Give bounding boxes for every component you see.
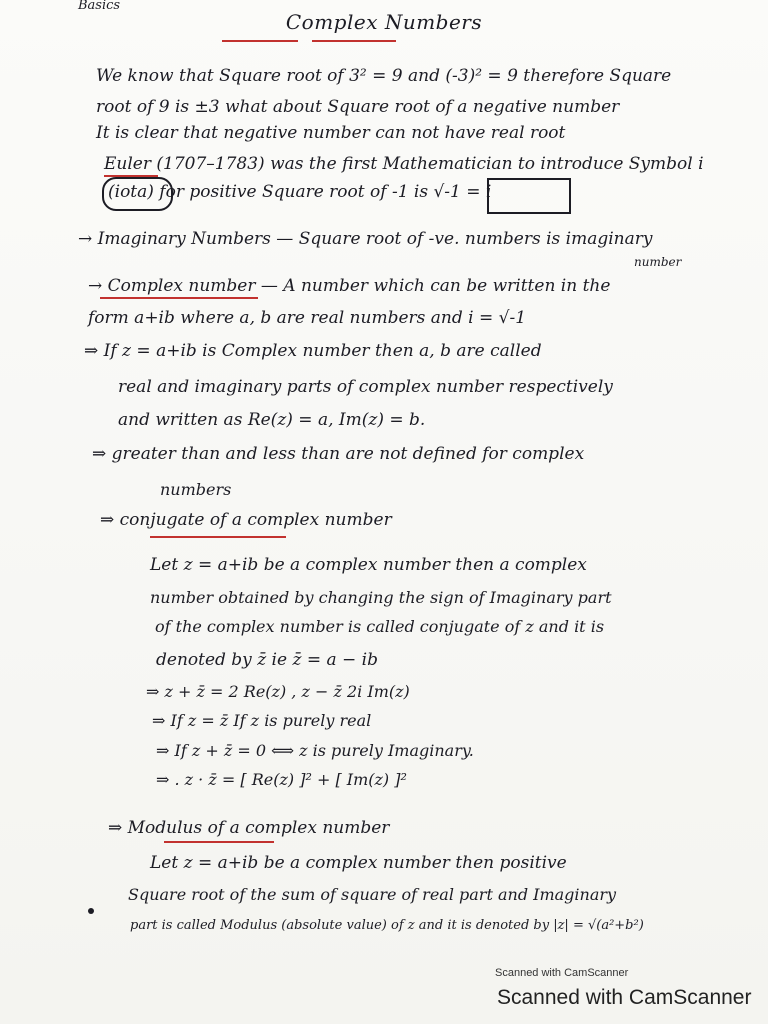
note-line: denoted by z̄ ie z̄ = a − ib: [156, 650, 378, 670]
note-line: ⇒ conjugate of a complex number: [100, 510, 392, 530]
corner-label: Basics: [78, 0, 121, 13]
note-line: → Complex number — A number which can be written in the: [88, 276, 611, 296]
note-line: of the complex number is called conjugate of z and it is: [155, 617, 605, 636]
note-line: form a+ib where a, b are real numbers and i = √-1: [88, 308, 527, 328]
note-line: Euler (1707–1783) was the first Mathematician to introduce Symbol i: [104, 154, 704, 174]
note-line: It is clear that negative number can not have real root: [96, 123, 566, 143]
note-line: root of 9 is ±3 what about Square root of a negative number: [96, 97, 620, 117]
note-line: ⇒ . z · z̄ = [ Re(z) ]² + [ Im(z) ]²: [156, 770, 407, 789]
note-line: numbers: [160, 480, 232, 499]
margin-dot: [88, 908, 94, 914]
title-underline: [312, 40, 396, 42]
conjugate-underline: [150, 536, 286, 538]
note-line: Square root of the sum of square of real part and Imaginary: [128, 885, 617, 904]
iota-circle: [102, 177, 173, 211]
note-line: ⇒ Modulus of a complex number: [108, 818, 390, 838]
note-line: number obtained by changing the sign of Imaginary part: [150, 588, 612, 607]
note-line: part is called Modulus (absolute value) of z and it is denoted by |z| = √(a²+b²): [130, 918, 644, 933]
note-line: ⇒ z + z̄ = 2 Re(z) , z − z̄ 2i Im(z): [146, 682, 410, 701]
note-line: ⇒ If z + z̄ = 0 ⟺ z is purely Imaginary.: [156, 741, 474, 760]
note-line: ⇒ If z = z̄ If z is purely real: [152, 711, 372, 730]
page-title: Complex Numbers: [285, 10, 483, 34]
modulus-underline: [164, 841, 274, 843]
note-line: ⇒ greater than and less than are not defined for complex: [92, 444, 585, 464]
note-line: Let z = a+ib be a complex number then positive: [150, 853, 567, 873]
complex-underline: [100, 297, 258, 299]
note-line: → Imaginary Numbers — Square root of -ve. numbers is imaginary: [78, 229, 653, 249]
note-line: real and imaginary parts of complex number respectively: [118, 377, 613, 397]
note-line: and written as Re(z) = a, Im(z) = b.: [118, 410, 426, 430]
note-line: ⇒ If z = a+ib is Complex number then a, b are called: [84, 341, 542, 361]
note-line: (iota) for positive Square root of -1 is √-1 = i: [108, 182, 492, 202]
note-line: number: [634, 255, 682, 269]
scanner-stamp-large: Scanned with CamScanner: [497, 986, 752, 1009]
title-underline: [222, 40, 298, 42]
scanner-stamp-small: Scanned with CamScanner: [495, 967, 629, 979]
note-line: We know that Square root of 3² = 9 and (-3)² = 9 therefore Square: [96, 66, 672, 86]
note-line: Let z = a+ib be a complex number then a complex: [150, 555, 587, 575]
iota-formula-box: [487, 178, 571, 214]
